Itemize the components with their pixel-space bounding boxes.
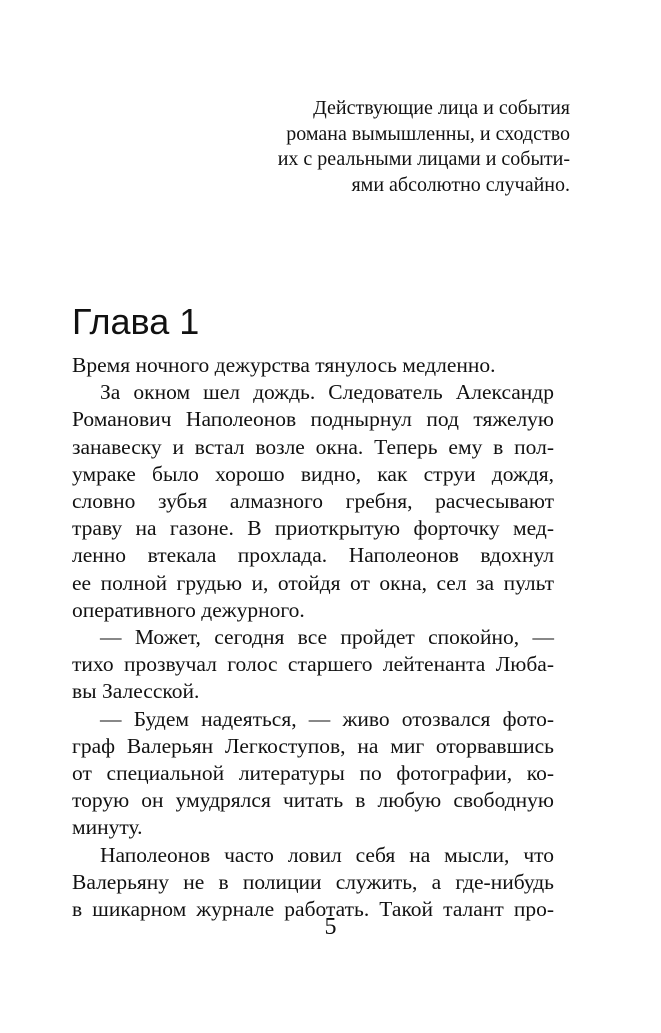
body-line: умраке было хорошо видно, как струи дождя, [72, 461, 554, 486]
body-line: ленно втекала прохлада. Наполеонов вдохнул [72, 543, 554, 568]
body-line: — Будем надеяться, — живо отозвался фото- [100, 706, 554, 731]
body-line: За окном шел дождь. Следователь Александр [100, 380, 554, 405]
body-line: Время ночного дежурства тянулось медленно. [72, 353, 496, 377]
body-line: вы Залесской. [72, 679, 200, 704]
body-line: граф Валерьян Легкоступов, на миг оторвавшись [72, 733, 554, 758]
body-line: в шикарном журнале работать. Такой талант про- [72, 897, 554, 922]
body-line: Валерьяну не в полиции служить, а где-нибудь [72, 869, 554, 894]
body-line: тихо прозвучал голос старшего лейтенанта Люба- [72, 652, 554, 677]
disclaimer-note [230, 96, 570, 198]
disclaimer-line: Действующие лица и события [313, 97, 570, 119]
disclaimer-line: их с реальными лицами и событи- [277, 148, 570, 170]
body-line: — Может, сегодня все пройдет спокойно, — [100, 625, 554, 650]
body-line: минуту. [72, 815, 143, 840]
body-line: оперативного дежурного. [72, 597, 305, 622]
body-line: траву на газоне. В приоткрытую форточку мед- [72, 516, 554, 541]
page-number: 5 [324, 914, 337, 940]
body-line: от специальной литературы по фотографии, ко- [72, 761, 554, 786]
chapter-title: Глава 1 [72, 301, 200, 342]
body-line: ее полной грудью и, отойдя от окна, сел за пульт [72, 570, 554, 595]
chapter-body [72, 352, 554, 923]
body-line: словно зубья алмазного гребня, расчесывают [72, 489, 554, 514]
body-line: Романович Наполеонов поднырнул под тяжелую [72, 407, 554, 432]
body-line: торую он умудрялся читать в любую свободную [72, 788, 554, 813]
body-line: занавеску и встал возле окна. Теперь ему в пол- [72, 434, 554, 459]
body-line: Наполеонов часто ловил себя на мысли, что [100, 842, 554, 867]
disclaimer-line: романа вымышленны, и сходство [286, 122, 570, 145]
disclaimer-line: ями абсолютно случайно. [351, 173, 570, 196]
